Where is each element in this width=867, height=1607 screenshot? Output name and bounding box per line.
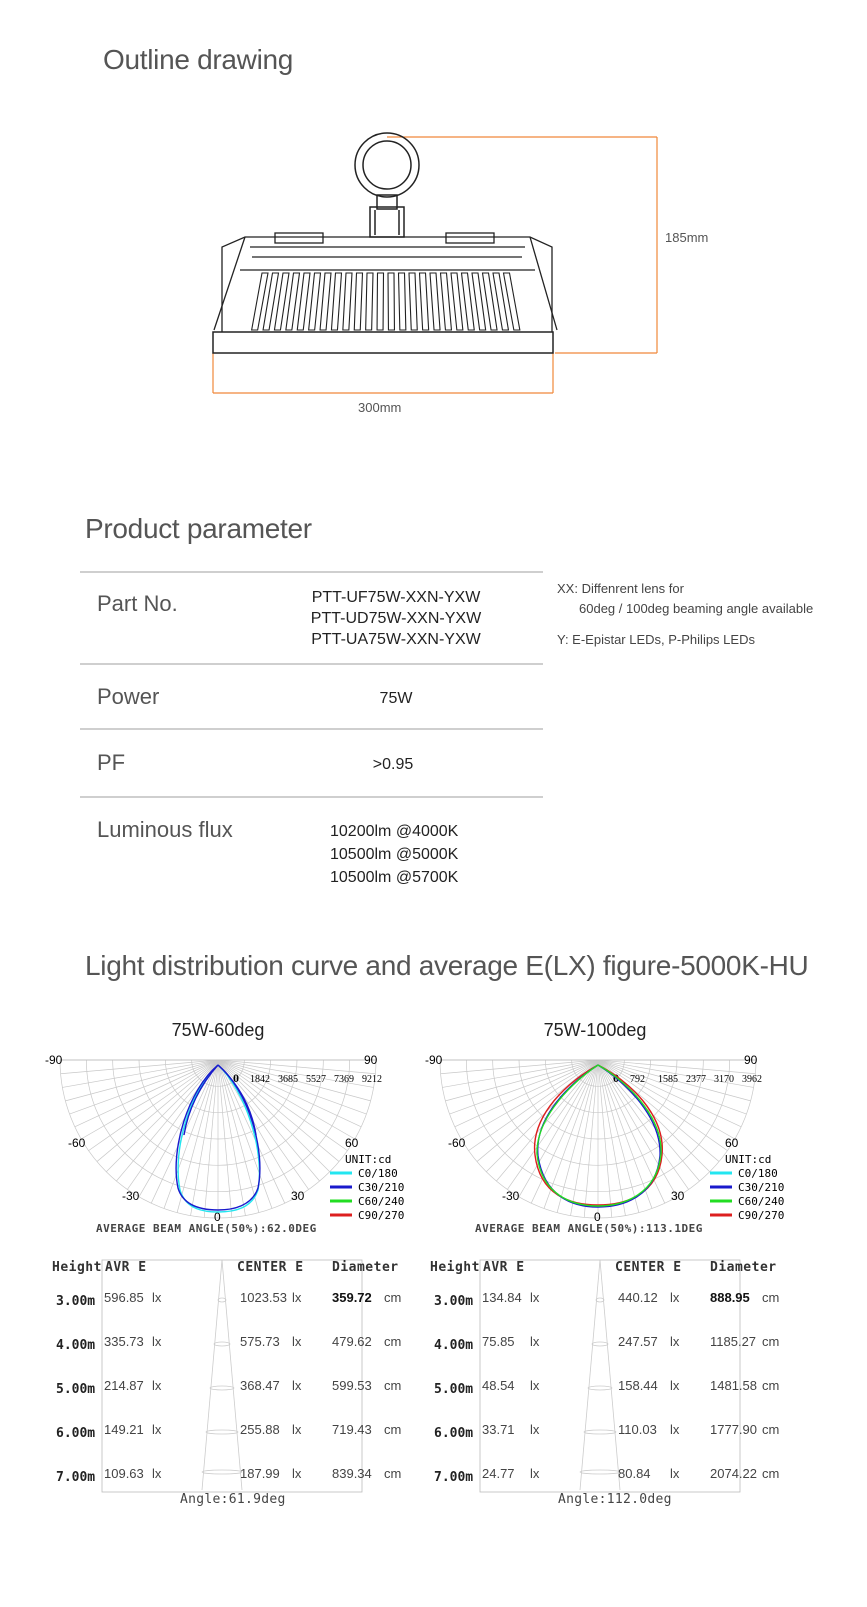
unit-cm: cm (384, 1334, 402, 1349)
beam-ellipse (214, 1342, 230, 1346)
unit-cm: cm (384, 1290, 402, 1305)
unit-cm: cm (384, 1378, 402, 1393)
center-e-value: 80.84 (618, 1466, 651, 1481)
avr-e-value: 149.21 (104, 1422, 144, 1437)
polar-angle-label: -60 (448, 1136, 466, 1150)
polar-scale-label: 792 (630, 1074, 645, 1085)
center-e-value: 575.73 (240, 1334, 280, 1349)
unit-lx: lx (152, 1290, 162, 1305)
beam-ellipse (596, 1298, 604, 1302)
column-header-center-e: CENTER E (615, 1260, 682, 1275)
column-header-diameter: Diameter (710, 1260, 777, 1275)
unit-lx: lx (292, 1422, 302, 1437)
flux-value: 10200lm @4000K (330, 823, 459, 840)
param-label-luminous-flux: Luminous flux (97, 817, 233, 842)
diameter-value: 839.34 (332, 1466, 372, 1481)
polar-angle-label: 60 (725, 1136, 739, 1150)
illuminance-table-100deg (428, 1258, 788, 1518)
center-e-value: 440.12 (618, 1290, 658, 1305)
flux-value: 10500lm @5700K (330, 869, 459, 886)
column-header-center-e: CENTER E (237, 1260, 304, 1275)
polar-scale-label: 0 (233, 1071, 239, 1085)
chart-title-100deg: 75W-100deg (543, 1020, 647, 1040)
unit-lx: lx (670, 1378, 680, 1393)
center-e-value: 255.88 (240, 1422, 280, 1437)
illuminance-table-60deg (50, 1258, 410, 1518)
param-value-part-no (296, 587, 496, 650)
unit-lx: lx (152, 1334, 162, 1349)
legend-label: C60/240 (738, 1195, 785, 1208)
outline-drawing (200, 125, 680, 425)
beam-cone (580, 1260, 620, 1490)
param-value-power: 75W (379, 690, 413, 707)
param-label-pf: PF (97, 750, 126, 775)
param-value-pf: >0.95 (372, 756, 414, 773)
row-height: 4.00m (434, 1338, 474, 1353)
avr-e-value: 48.54 (482, 1378, 515, 1393)
center-e-value: 1023.53 (240, 1290, 287, 1305)
table-rule (80, 728, 543, 730)
polar-angle-label: -30 (122, 1189, 140, 1203)
unit-lx: lx (670, 1334, 680, 1349)
row-height: 7.00m (56, 1470, 96, 1485)
polar-chart-100deg (420, 1050, 800, 1240)
param-label-power: Power (97, 684, 160, 709)
column-header-height: Height (430, 1260, 480, 1275)
width-dimension: 300mm (358, 400, 402, 415)
polar-angle-label: 60 (345, 1136, 359, 1150)
cone-angle-label: Angle:112.0deg (558, 1492, 672, 1507)
row-height: 4.00m (56, 1338, 96, 1353)
unit-lx: lx (670, 1290, 680, 1305)
polar-scale-label: 3170 (714, 1074, 734, 1085)
beam-ellipse (202, 1470, 242, 1474)
column-header-avr-e: AVR E (105, 1260, 147, 1275)
polar-scale-label: 3685 (278, 1074, 298, 1085)
avr-e-value: 33.71 (482, 1422, 515, 1437)
beam-cone (202, 1260, 242, 1490)
row-height: 3.00m (434, 1294, 474, 1309)
beam-ellipse (584, 1430, 616, 1434)
beam-ellipse (580, 1470, 620, 1474)
row-height: 6.00m (434, 1426, 474, 1441)
table-rule (80, 571, 543, 573)
unit-lx: lx (152, 1466, 162, 1481)
polar-scale-label: 9212 (362, 1074, 382, 1085)
unit-cm: cm (384, 1466, 402, 1481)
polar-scale-label: 1585 (658, 1074, 678, 1085)
legend-label: C60/240 (358, 1195, 405, 1208)
polar-unit: UNIT:cd (345, 1153, 392, 1166)
unit-lx: lx (292, 1290, 302, 1305)
legend-label: C90/270 (738, 1209, 785, 1222)
unit-cm: cm (762, 1334, 780, 1349)
beam-ellipse (218, 1298, 226, 1302)
note-xx-detail: 60deg / 100deg beaming angle available (579, 601, 814, 616)
polar-scale-label: 2377 (686, 1074, 706, 1085)
beam-angle-100deg: AVERAGE BEAM ANGLE(50%):113.1DEG (475, 1222, 703, 1235)
diameter-value: 888.95 (710, 1290, 750, 1305)
unit-lx: lx (530, 1334, 540, 1349)
polar-angle-label: 30 (291, 1189, 305, 1203)
avr-e-value: 596.85 (104, 1290, 144, 1305)
unit-lx: lx (530, 1290, 540, 1305)
diameter-value: 359.72 (332, 1290, 372, 1305)
center-e-value: 187.99 (240, 1466, 280, 1481)
param-notes (557, 579, 813, 650)
table-rule (80, 663, 543, 665)
part-number: PTT-UF75W-XXN-YXW (311, 589, 481, 606)
polar-scale-label: 1842 (250, 1074, 270, 1085)
height-dimension: 185mm (665, 230, 709, 245)
diameter-value: 1185.27 (710, 1334, 757, 1349)
light-title: Light distribution curve and average E(LX) figure-5000K-HU (85, 950, 809, 981)
legend-label: C90/270 (358, 1209, 405, 1222)
polar-scale-label: 7369 (334, 1074, 354, 1085)
unit-lx: lx (670, 1422, 680, 1437)
unit-lx: lx (292, 1466, 302, 1481)
polar-angle-label: -90 (45, 1053, 63, 1067)
row-height: 5.00m (56, 1382, 96, 1397)
avr-e-value: 335.73 (104, 1334, 144, 1349)
diameter-value: 479.62 (332, 1334, 372, 1349)
polar-angle-label: 0 (594, 1210, 601, 1224)
avr-e-value: 214.87 (104, 1378, 144, 1393)
center-e-value: 247.57 (618, 1334, 658, 1349)
avr-e-value: 134.84 (482, 1290, 522, 1305)
column-header-diameter: Diameter (332, 1260, 399, 1275)
unit-lx: lx (670, 1466, 680, 1481)
beam-ellipse (210, 1386, 234, 1390)
row-height: 3.00m (56, 1294, 96, 1309)
unit-lx: lx (152, 1422, 162, 1437)
row-height: 7.00m (434, 1470, 474, 1485)
polar-scale-label: 5527 (306, 1074, 326, 1085)
chart-title-60deg: 75W-60deg (171, 1020, 265, 1040)
avr-e-value: 75.85 (482, 1334, 515, 1349)
unit-cm: cm (762, 1378, 780, 1393)
polar-angle-label: -90 (425, 1053, 443, 1067)
note-xx: XX: Diffenrent lens for (557, 581, 684, 596)
outline-title: Outline drawing (103, 44, 294, 75)
beam-ellipse (592, 1342, 608, 1346)
column-header-avr-e: AVR E (483, 1260, 525, 1275)
center-e-value: 158.44 (618, 1378, 658, 1393)
polar-scale-label: 0 (613, 1071, 619, 1085)
cone-angle-label: Angle:61.9deg (180, 1492, 286, 1507)
legend-label: C30/210 (358, 1181, 405, 1194)
beam-ellipse (588, 1386, 612, 1390)
unit-lx: lx (152, 1378, 162, 1393)
unit-cm: cm (762, 1422, 780, 1437)
unit-cm: cm (762, 1290, 780, 1305)
unit-cm: cm (762, 1466, 780, 1481)
param-value-luminous-flux (330, 820, 458, 889)
flux-value: 10500lm @5000K (330, 846, 459, 863)
column-header-height: Height (52, 1260, 102, 1275)
center-e-value: 368.47 (240, 1378, 280, 1393)
unit-lx: lx (530, 1378, 540, 1393)
unit-lx: lx (530, 1466, 540, 1481)
diameter-value: 719.43 (332, 1422, 372, 1437)
unit-lx: lx (292, 1378, 302, 1393)
param-label-part-no: Part No. (97, 591, 178, 616)
params-title: Product parameter (85, 513, 312, 544)
polar-angle-label: -30 (502, 1189, 520, 1203)
polar-angle-label: 90 (364, 1053, 378, 1067)
legend-label: C0/180 (358, 1167, 398, 1180)
part-number: PTT-UA75W-XXN-YXW (311, 631, 481, 648)
polar-angle-label: 0 (214, 1210, 221, 1224)
polar-angle-label: -60 (68, 1136, 86, 1150)
legend-label: C30/210 (738, 1181, 785, 1194)
distribution-curve (178, 1065, 259, 1212)
polar-scale-label: 3962 (742, 1074, 762, 1085)
beam-angle-60deg: AVERAGE BEAM ANGLE(50%):62.0DEG (96, 1222, 317, 1235)
avr-e-value: 24.77 (482, 1466, 515, 1481)
polar-chart-60deg (40, 1050, 420, 1240)
polar-unit: UNIT:cd (725, 1153, 772, 1166)
part-number: PTT-UD75W-XXN-YXW (310, 610, 482, 627)
unit-cm: cm (384, 1422, 402, 1437)
note-y: Y: E-Epistar LEDs, P-Philips LEDs (557, 632, 755, 647)
polar-angle-label: 30 (671, 1189, 685, 1203)
beam-ellipse (206, 1430, 238, 1434)
center-e-value: 110.03 (618, 1422, 657, 1437)
table-rule (80, 796, 543, 798)
diameter-value: 2074.22 (710, 1466, 757, 1481)
unit-lx: lx (292, 1334, 302, 1349)
legend-label: C0/180 (738, 1167, 778, 1180)
diameter-value: 1777.90 (710, 1422, 757, 1437)
diameter-value: 1481.58 (710, 1378, 757, 1393)
polar-angle-label: 90 (744, 1053, 758, 1067)
unit-lx: lx (530, 1422, 540, 1437)
row-height: 6.00m (56, 1426, 96, 1441)
row-height: 5.00m (434, 1382, 474, 1397)
avr-e-value: 109.63 (104, 1466, 144, 1481)
diameter-value: 599.53 (332, 1378, 372, 1393)
